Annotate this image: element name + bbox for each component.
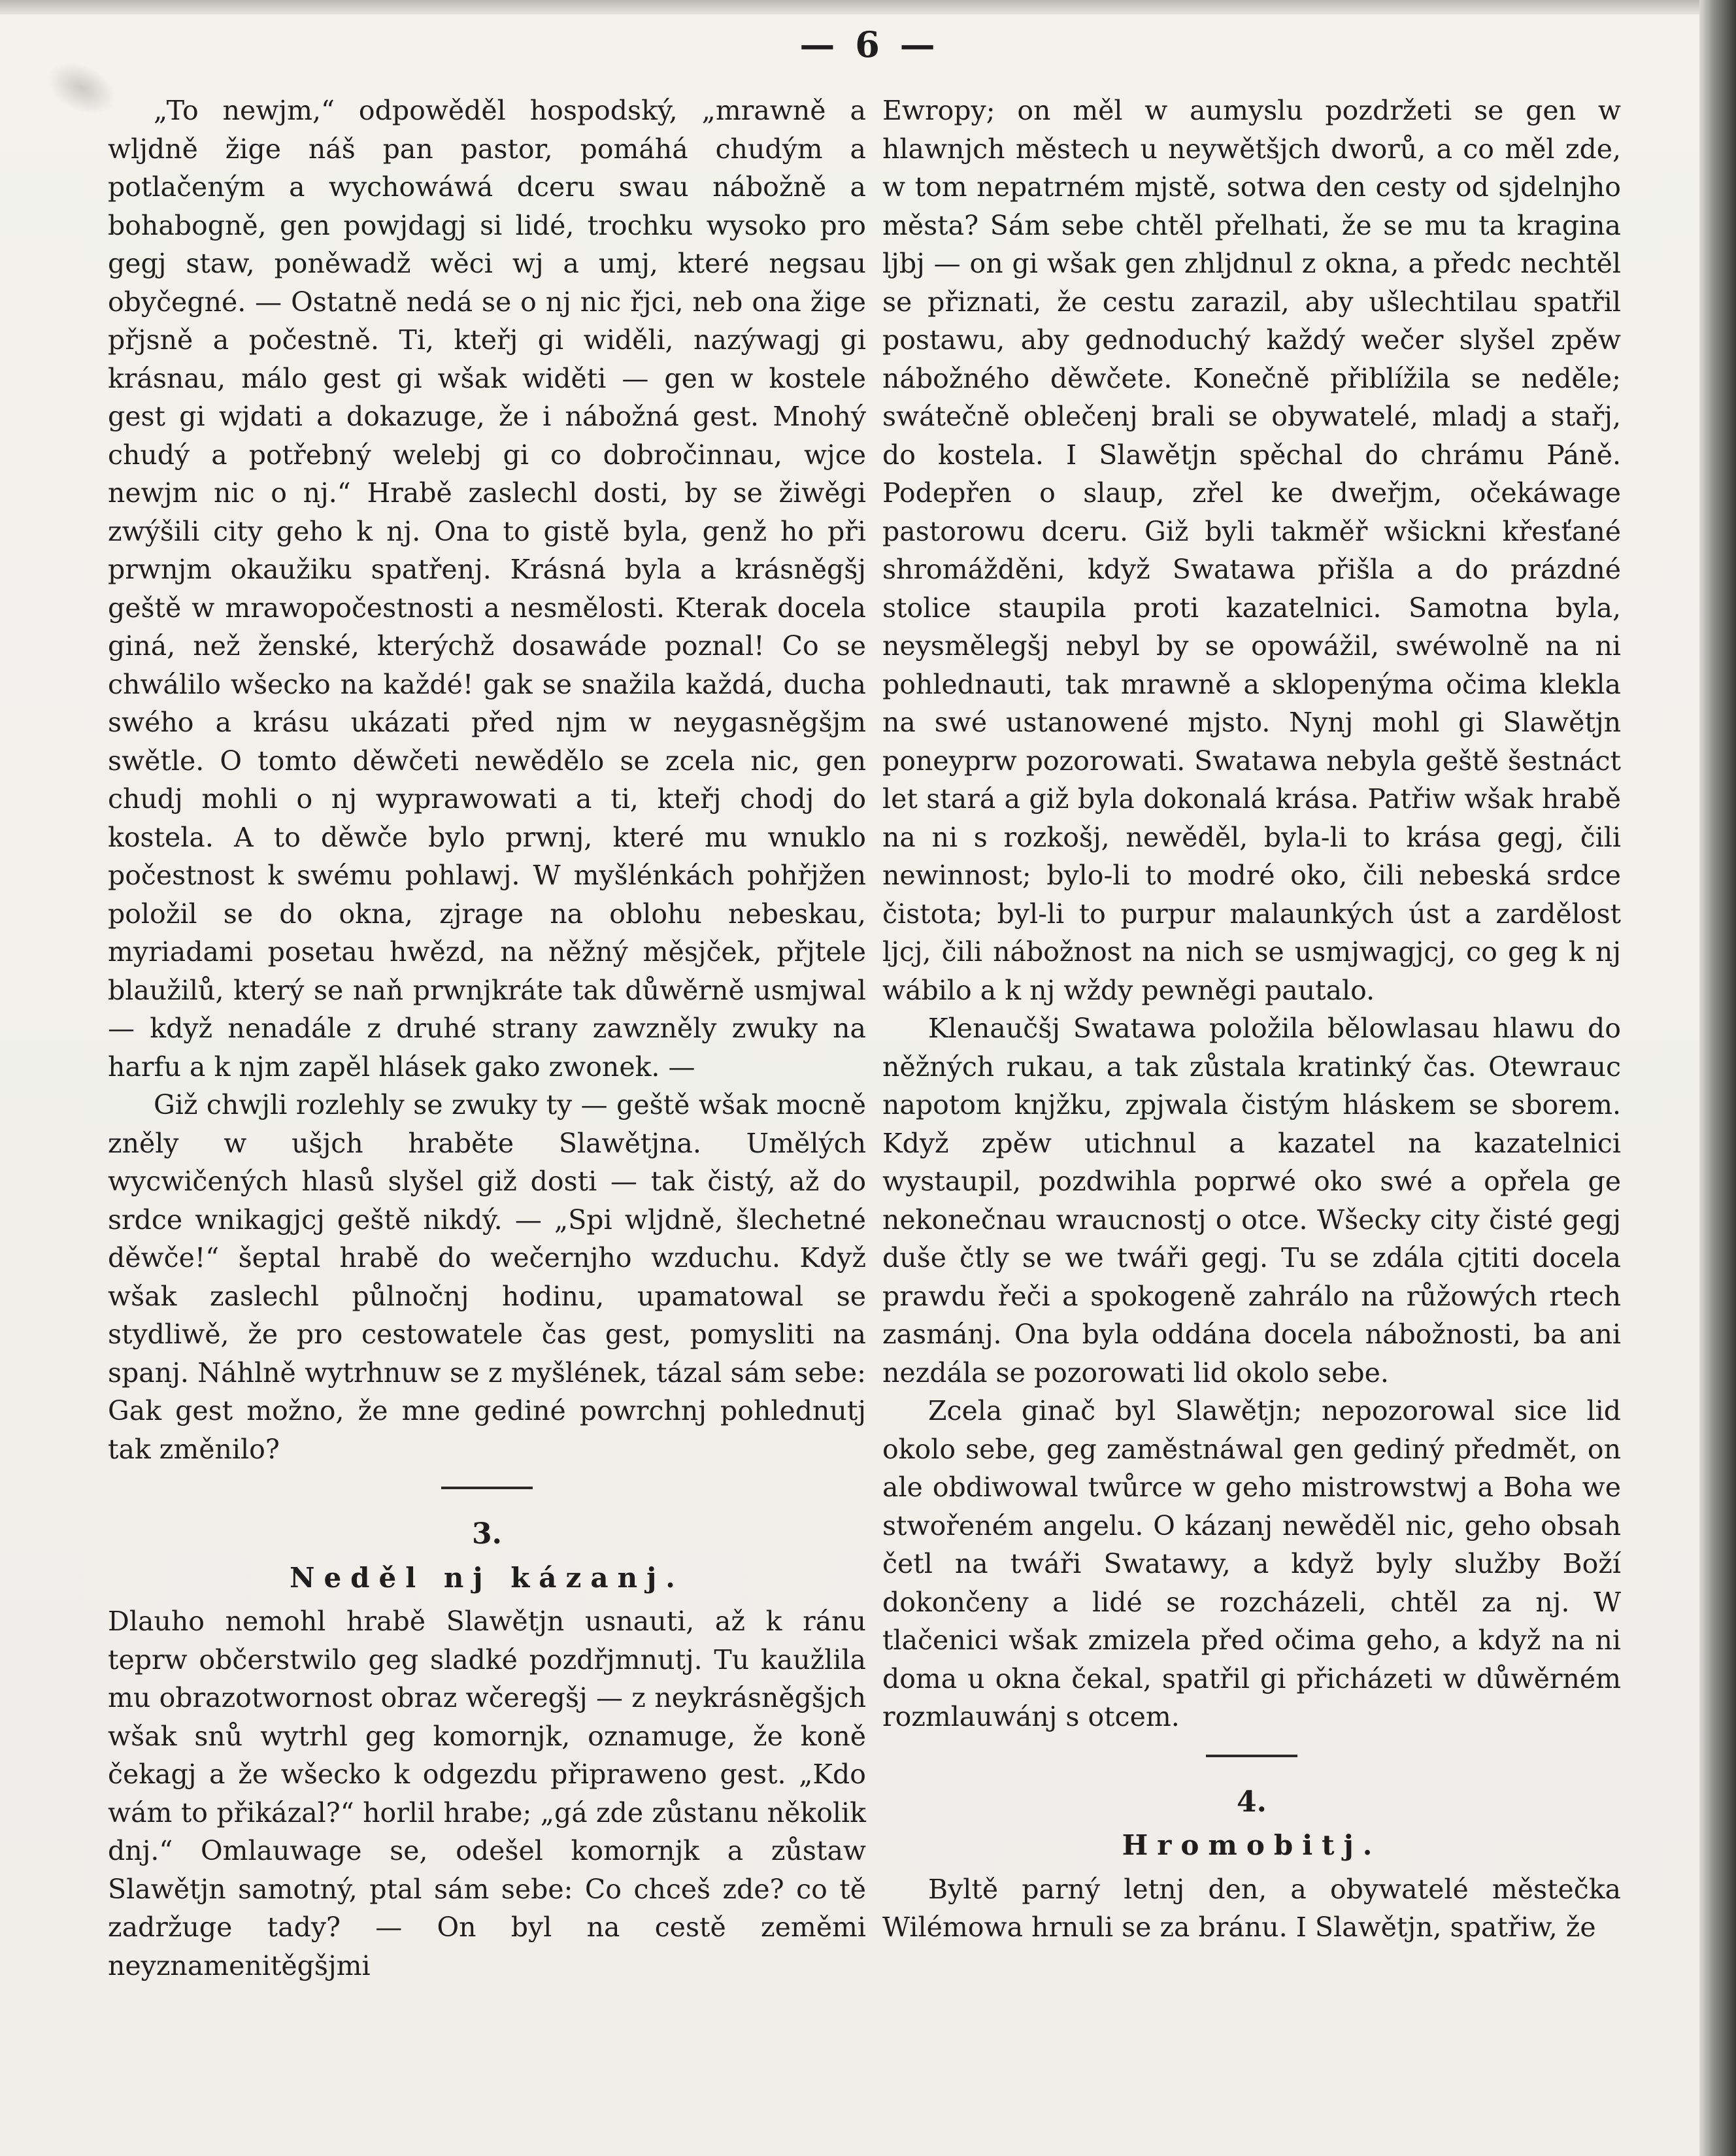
section-divider: [441, 1487, 533, 1489]
page-top-edge: [0, 0, 1736, 14]
paragraph: „To newjm,“ odpowěděl hospodský, „mrawně a wljdně žige náš pan pastor, pomáhá chudým a potlačeným a wychowáwá dceru swau nábožně a bohabogně, gen powjdagj si lidé, trochku wysoko pro gegj staw, poněwadž wěci wj a umj, které negsau obyčegné. — Ostatně nedá se o nj nic řjci, neb ona žige přjsně a počestně. Ti, kteřj gi widěli, nazýwagj gi krásnau, málo gest gi wšak widěti — gen w kostele gest gi wjdati a dokazuge, že i nábožná gest. Mnohý chudý a potřebný welebj gi co dobročinnau, wjce newjm nic o nj.“ Hrabě zaslechl dosti, by se žiwěgi zwýšili city geho k nj. Ona to gistě byla, genž ho při prwnjm okaužiku spatřenj. Krásná byla a krásněgšj geště w mrawopočestnosti a nesmělosti. Kterak docela giná, než ženské, kterýchž dosawáde poznal! Co se chwálilo wšecko na každé! gak se snažila každá, ducha swého a krásu ukázati před njm w neygasněgšjm swětle. O tomto děwčeti newědělo se zcela nic, gen chudj mohli o nj wyprawowati a ti, kteřj chodj do kostela. A to děwče bylo prwnj, které mu wnuklo počestnost k swému pohlawj. W myšlénkách pohřjžen položil se do okna, zjrage na oblohu nebeskau, myriadami posetau hwězd, na něžný měsjček, přjtele blaužilů, který se naň prwnjkráte tak důwěrně usmjwal — když nenadále z druhé strany zawzněly zwuky na harfu a k njm zapěl hlásek gako zwonek. —: [108, 95, 866, 1083]
section-number: 4.: [1237, 1785, 1267, 1819]
section-divider: [1206, 1755, 1297, 1757]
left-column: [108, 92, 866, 1985]
section-title: Hromobitj.: [1122, 1829, 1382, 1861]
scan-shadow-edge: [1699, 0, 1736, 2156]
right-column: [882, 92, 1621, 1947]
section-title: Neděl nj kázanj.: [290, 1561, 684, 1594]
paragraph: Byltě parný letnj den, a obywatelé městečka Wilémowa hrnuli se za bránu. I Slawětjn, spatřiw, že: [882, 1873, 1621, 1943]
paragraph: Dlauho nemohl hrabě Slawětjn usnauti, až k ránu teprw občerstwilo geg sladké pozdřjmnutj. Tu kaužlila mu obrazotwornost obraz wčeregšj — z neykrásněgšjch wšak snů wytrhl geg komornjk, oznamuge, že koně čekagj a že wšecko k odgezdu připraweno gest. „Kdo wám to přikázal?“ horlil hrabe; „gá zde zůstanu několik dnj.“ Omlauwage se, odešel komornjk a zůstaw Slawětjn samotný, ptal sám sebe: Co chceš zde? co tě zadržuge tady? — On byl na cestě zeměmi neyznamenitěgšjmi: [108, 1606, 866, 1981]
section-number: 3.: [472, 1517, 502, 1551]
page-number: — 6 —: [799, 24, 939, 65]
paragraph: Ewropy; on měl w aumyslu pozdržeti se gen w hlawnjch městech u neywětšjch dworů, a co měl zde, w tom nepatrném mjstě, sotwa den cesty od sjdelnjho města? Sám sebe chtěl přelhati, že se mu ta kragina ljbj — on gi wšak gen zhljdnul z okna, a předc nechtěl se přiznati, že cestu zarazil, aby ušlechtilau spatřil postawu, aby gednoduchý každý wečer slyšel zpěw nábožného děwčete. Konečně přiblížila se neděle; swátečně oblečenj brali se obywatelé, mladj a stařj, do kostela. I Slawětjn spěchal do chrámu Páně. Podepřen o slaup, zřel ke dweřjm, očekáwage pastorowu dceru. Giž byli takměř wšickni křesťané shromážděni, když Swatawa přišla a do prázdné stolice staupila proti kazatelnici. Samotna byla, neysmělegšj nebyl by se opowážil, swéwolně na ni pohlednauti, tak mrawně a sklopenýma očima klekla na swé ustanowené mjsto. Nynj mohl gi Slawětjn poneyprw pozorowati. Swatawa nebyla geště šestnáct let stará a giž byla dokonalá krása. Patřiw wšak hrabě na ni s rozkošj, newěděl, byla-li to krása gegj, čili newinnost; bylo-li to modré oko, čili nebeská srdce čistota; byl-li to purpur malaunkých úst a zardělost ljcj, čili nábožnost na nich se usmjwagjcj, co geg k nj wábilo a k nj wždy pewněgi pautalo.: [882, 95, 1621, 1006]
paragraph: Zcela ginač byl Slawětjn; nepozorowal sice lid okolo sebe, geg zaměstnáwal gen gediný předmět, on ale obdiwowal twůrce w geho mistrowstwj a Boha we stwořeném angelu. O kázanj newěděl nic, geho obsah četl na twáři Swatawy, a když byly služby Boží dokončeny a lidé se rozcházeli, chtěl za nj. W tlačenici wšak zmizela před očima geho, a když na ni doma u okna čekal, spatřil gi přicházeti w důwěrném rozmlauwánj s otcem.: [882, 1395, 1621, 1732]
paragraph: Klenaučšj Swatawa položila bělowlasau hlawu do něžných rukau, a tak zůstala kratinký čas. Otewrauc napotom knjžku, zpjwala čistým hláskem se sborem. Když zpěw utichnul a kazatel na kazatelnici wystaupil, pozdwihla poprwé oko swé a opřela ge nekonečnau wraucnostj o otce. Wšecky city čisté gegj duše čtly se we twáři gegj. Tu se zdála cjtiti docela prawdu řeči a spokogeně zahrálo na růžowých rtech zasmánj. Ona byla oddána docela nábožnosti, ba ani nezdála se pozorowati lid okolo sebe.: [882, 1013, 1621, 1389]
paragraph: Giž chwjli rozlehly se zwuky ty — geště wšak mocně zněly w ušjch hraběte Slawětjna. Umělých wycwičených hlasů slyšel giž dosti — tak čistý, až do srdce wnikagjcj geště nikdý. — „Spi wljdně, šlechetné děwče!“ šeptal hrabě do wečernjho wzduchu. Když wšak zaslechl půlnočnj hodinu, upamatowal se stydliwě, že pro cestowatele čas gest, pomysliti na spanj. Náhlně wytrhnuw se z myšlének, tázal sám sebe: Gak gest možno, že mne gediné powrchnj pohlednutj tak změnilo?: [108, 1089, 866, 1465]
